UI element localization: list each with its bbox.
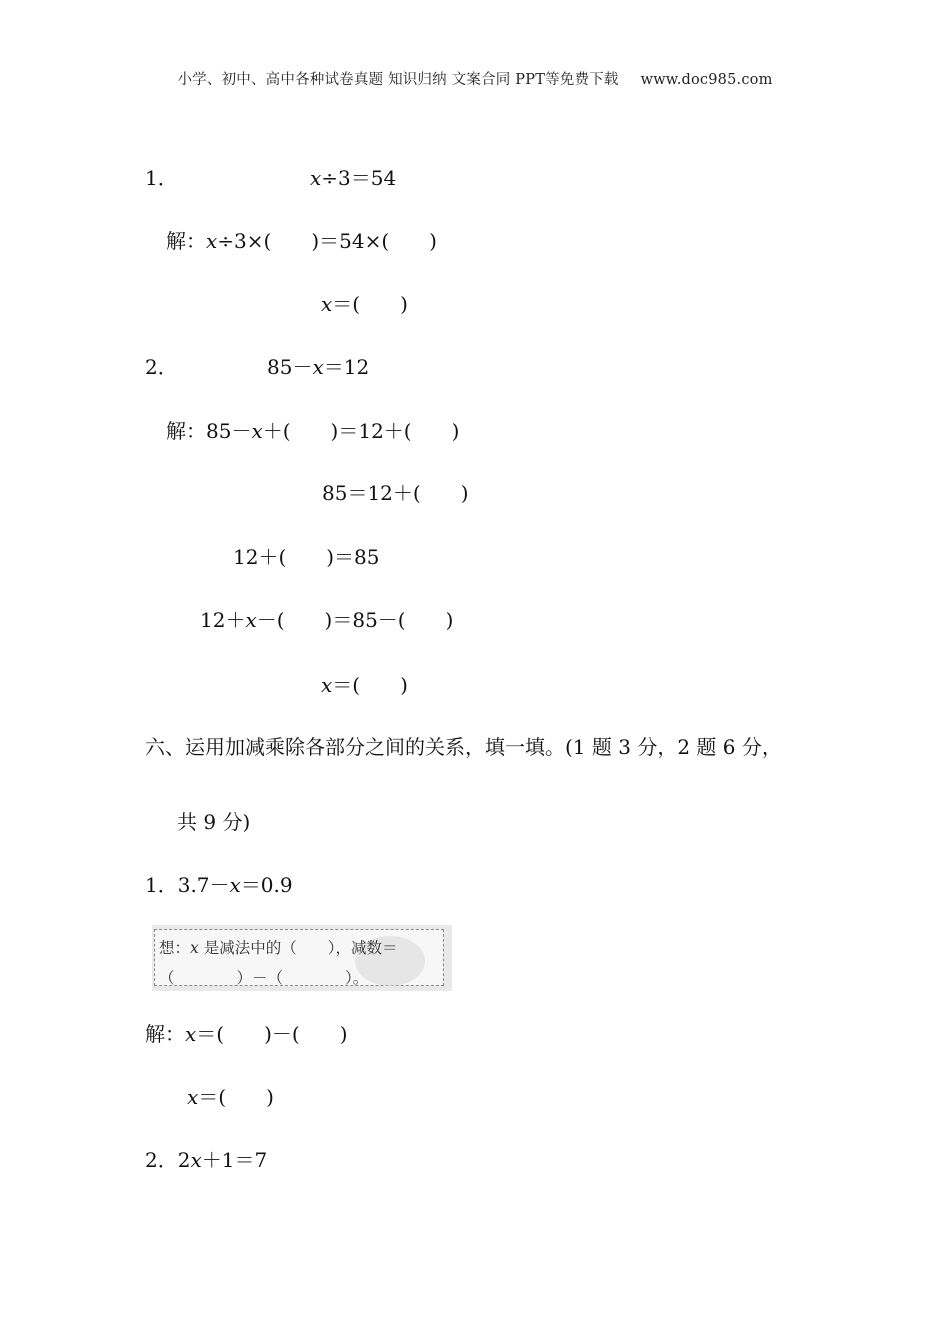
- header-text: 小学、初中、高中各种试卷真题 知识归纳 文案合同 PPT等免费下载: [177, 72, 619, 88]
- problem-2-step-2: 85＝12＋( ): [322, 481, 469, 505]
- problem-2-step-4: 12＋x－( )＝85－( ): [200, 608, 454, 632]
- hint-line-1: 想：x 是减法中的（ ），减数＝: [159, 939, 398, 957]
- problem-1-number: 1．: [145, 166, 178, 190]
- problem-2-step-5: x＝( ): [321, 673, 408, 697]
- section-6-title-cont: 共 9 分): [177, 810, 251, 834]
- hint-line-2: （ ）－（ ）。: [159, 969, 369, 987]
- header-url: www.doc985.com: [640, 72, 773, 88]
- page-header: [0, 68, 950, 89]
- question-1-solution-2: x＝( ): [187, 1085, 274, 1109]
- hint-box: [152, 925, 452, 991]
- problem-1-equation: x÷3＝54: [310, 166, 397, 190]
- problem-2-equation: 85－x＝12: [267, 355, 370, 379]
- problem-1-step-1: 解：x÷3×( )＝54×( ): [166, 229, 437, 253]
- problem-2-step-3: 12＋( )＝85: [233, 545, 380, 569]
- section-6-title: 六、运用加减乘除各部分之间的关系，填一填。(1 题 3 分，2 题 6 分，: [145, 735, 782, 759]
- question-1-solution-1: 解：x＝( )－( ): [145, 1022, 348, 1046]
- question-2-equation: 2．2x＋1＝7: [145, 1148, 268, 1172]
- problem-2-step-1: 解：85－x＋( )＝12＋( ): [166, 419, 460, 443]
- problem-2-number: 2．: [145, 355, 178, 379]
- question-1-equation: 1．3.7－x＝0.9: [145, 873, 293, 897]
- hint-box-border: [154, 929, 444, 986]
- problem-1-step-2: x＝( ): [321, 292, 408, 316]
